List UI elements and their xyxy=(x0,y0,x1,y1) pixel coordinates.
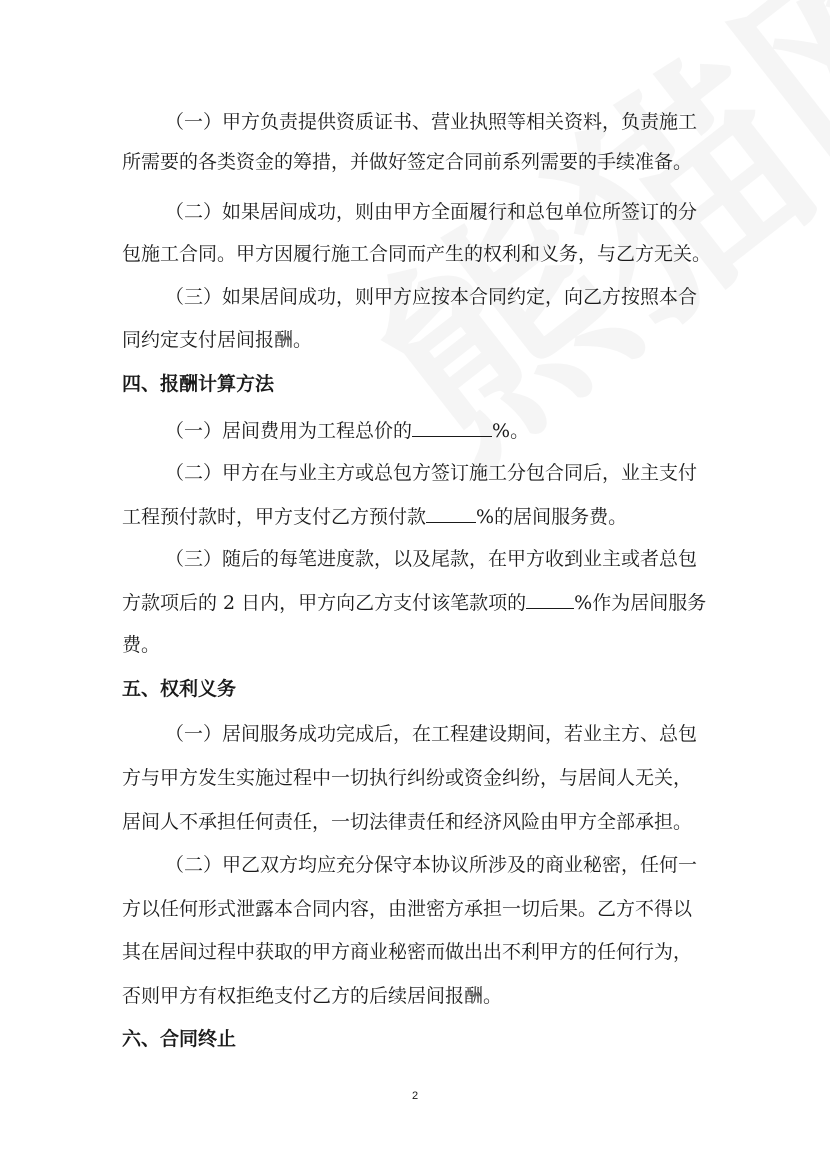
paragraph-line: 所需要的各类资金的筹措，并做好签定合同前系列需要的手续准备。 xyxy=(122,151,693,173)
text-segment: %作为居间服务 xyxy=(574,592,707,614)
section-heading: 四、报酬计算方法 xyxy=(122,373,275,395)
paragraph-line: 方以任何形式泄露本合同内容，由泄密方承担一切后果。乙方不得以 xyxy=(122,898,693,920)
paragraph-line: （二）甲乙双方均应充分保守本协议所涉及的商业秘密，任何一 xyxy=(165,854,698,876)
paragraph-line: （三）随后的每笔进度款，以及尾款，在甲方收到业主或者总包 xyxy=(165,548,698,570)
text-segment: （一）居间费用为工程总价的 xyxy=(165,420,413,442)
paragraph-line: （二）甲方在与业主方或总包方签订施工分包合同后，业主支付 xyxy=(165,462,698,484)
paragraph-line: 包施工合同。甲方因履行施工合同而产生的权利和义务，与乙方无关。 xyxy=(122,243,712,265)
paragraph-line: 方与甲方发生实施过程中一切执行纠纷或资金纠纷，与居间人无关， xyxy=(122,767,693,789)
section-heading: 六、合同终止 xyxy=(122,1028,237,1050)
text-segment: 方款项后的 2 日内，甲方向乙方支付该笔款项的 xyxy=(122,592,527,614)
paragraph-line: 同约定支付居间报酬。 xyxy=(122,329,313,351)
text-segment: %的居间服务费。 xyxy=(476,506,628,528)
text-segment: 工程预付款时，甲方支付乙方预付款 xyxy=(122,506,427,528)
paragraph-line: 费。 xyxy=(122,634,161,656)
paragraph-line: （一）居间服务成功完成后，在工程建设期间，若业主方、总包 xyxy=(165,723,698,745)
paragraph-line: 其在居间过程中获取的甲方商业秘密而做出出不利甲方的任何行为， xyxy=(122,941,693,963)
paragraph-line xyxy=(165,418,529,443)
fill-in-blank xyxy=(426,504,476,523)
paragraph-line xyxy=(122,590,706,615)
paragraph-line xyxy=(122,504,627,529)
section-heading: 五、权利义务 xyxy=(122,678,237,700)
paragraph-line: （三）如果居间成功，则甲方应按本合同约定，向乙方按照本合 xyxy=(165,286,698,308)
paragraph-line: 否则甲方有权拒绝支付乙方的后续居间报酬。 xyxy=(122,985,503,1007)
text-segment: %。 xyxy=(492,420,530,442)
fill-in-blank xyxy=(526,590,574,609)
page-number: 2 xyxy=(411,1090,419,1102)
paragraph-line: （一）甲方负责提供资质证书、营业执照等相关资料，负责施工 xyxy=(165,111,698,133)
paragraph-line: （二）如果居间成功，则由甲方全面履行和总包单位所签订的分 xyxy=(165,201,698,223)
fill-in-blank xyxy=(412,418,492,437)
paragraph-line: 居间人不承担任何责任，一切法律责任和经济风险由甲方全部承担。 xyxy=(122,811,693,833)
